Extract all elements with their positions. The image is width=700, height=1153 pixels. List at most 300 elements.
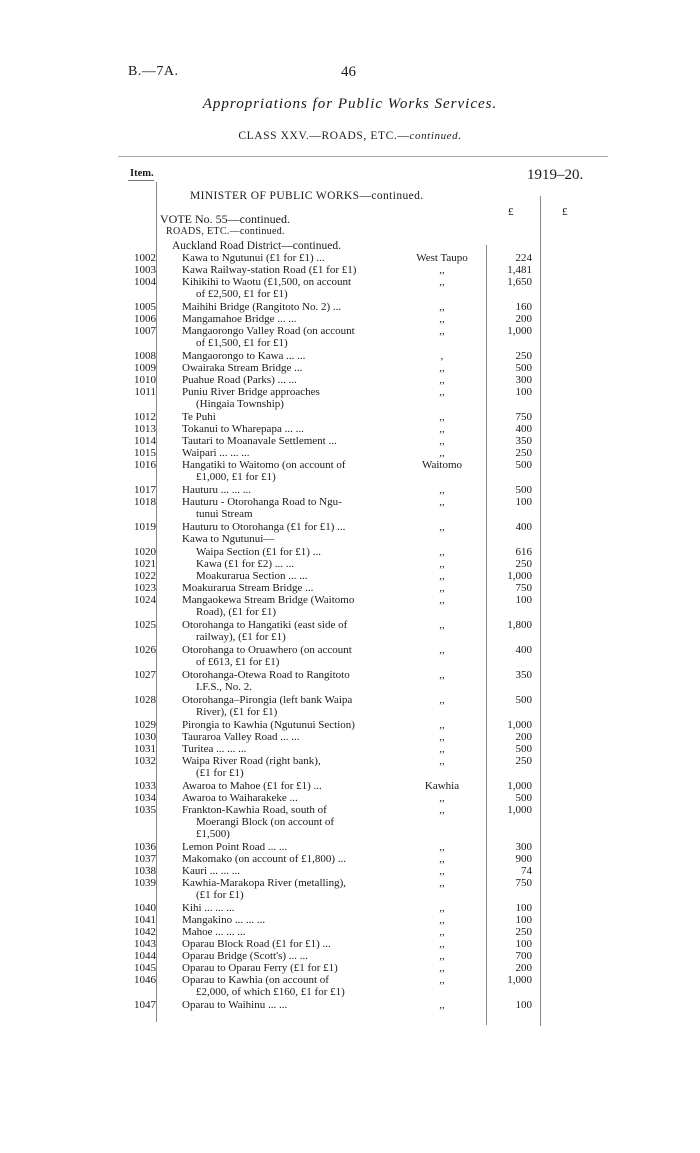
table-row bbox=[0, 350, 700, 362]
item-column-header: Item. bbox=[130, 168, 154, 179]
amount-value: 224 bbox=[515, 252, 532, 264]
amount-value: 750 bbox=[515, 582, 532, 594]
item-number: 1026 bbox=[134, 644, 156, 656]
item-number: 1019 bbox=[134, 521, 156, 533]
item-description bbox=[182, 719, 410, 731]
table-row bbox=[0, 264, 700, 276]
description-line: Tautari to Moanavale Settlement ... bbox=[182, 435, 337, 447]
amount-value: 1,000 bbox=[507, 780, 532, 792]
description-line: Mangaorongo Valley Road (on account bbox=[182, 325, 355, 337]
item-description bbox=[182, 731, 410, 743]
item-number: 1003 bbox=[134, 264, 156, 276]
description-line: Kihikihi to Waotu (£1,500, on account bbox=[182, 276, 352, 288]
amount-value: 160 bbox=[515, 301, 532, 313]
item-description bbox=[182, 276, 410, 300]
district-area: West Taupo bbox=[416, 252, 468, 264]
description-line: (£1 for £1) bbox=[196, 889, 244, 901]
item-description bbox=[182, 999, 410, 1011]
item-number: 1046 bbox=[134, 974, 156, 986]
description-line: Moakurarua Stream Bridge ... bbox=[182, 582, 314, 594]
item-description bbox=[182, 374, 410, 386]
table-row bbox=[0, 792, 700, 804]
table-row bbox=[0, 962, 700, 974]
district-area: ,, bbox=[439, 877, 445, 889]
item-number: 1044 bbox=[134, 950, 156, 962]
item-number: 1023 bbox=[134, 582, 156, 594]
table-row bbox=[0, 447, 700, 459]
table-row bbox=[0, 423, 700, 435]
amount-value: 1,481 bbox=[507, 264, 532, 276]
description-line: railway), (£1 for £1) bbox=[196, 631, 286, 643]
description-line: Awaroa to Waiharakeke ... bbox=[182, 792, 298, 804]
district-area: ,, bbox=[439, 669, 445, 681]
description-line: Oparau Bridge (Scott's) ... ... bbox=[182, 950, 309, 962]
description-line: £1,000, £1 for £1) bbox=[196, 471, 276, 483]
description-line: Makomako (on account of £1,800) ... bbox=[182, 853, 347, 865]
district-area: ,, bbox=[439, 313, 445, 325]
class-heading-continued: continued. bbox=[409, 130, 462, 142]
item-number: 1015 bbox=[134, 447, 156, 459]
amount-value: 250 bbox=[515, 558, 532, 570]
item-description bbox=[182, 350, 410, 362]
description-line: Otorohanga-Otewa Road to Rangitoto bbox=[182, 669, 350, 681]
description-line: Moerangi Block (on account of bbox=[196, 816, 335, 828]
district-area: ,, bbox=[439, 999, 445, 1011]
description-line: of £2,500, £1 for £1) bbox=[196, 288, 288, 300]
item-description bbox=[182, 644, 410, 668]
item-description bbox=[182, 484, 410, 496]
amount-value: 400 bbox=[515, 423, 532, 435]
amount-value: 400 bbox=[515, 644, 532, 656]
amount-value: 1,000 bbox=[507, 719, 532, 731]
table-row bbox=[0, 694, 700, 719]
item-description bbox=[182, 313, 410, 325]
item-description bbox=[182, 853, 410, 865]
amount-value: 1,000 bbox=[507, 570, 532, 582]
table-row bbox=[0, 619, 700, 644]
amount-value: 200 bbox=[515, 962, 532, 974]
item-description bbox=[182, 447, 410, 459]
description-line: Mangamahoe Bridge ... ... bbox=[182, 313, 297, 325]
item-number: 1009 bbox=[134, 362, 156, 374]
table-row bbox=[0, 804, 700, 841]
item-description bbox=[182, 521, 410, 545]
item-number: 1014 bbox=[134, 435, 156, 447]
item-description bbox=[182, 780, 410, 792]
description-line: Kawhia-Marakopa River (metalling), bbox=[182, 877, 347, 889]
description-line: Tokanui to Wharepapa ... ... bbox=[182, 423, 304, 435]
description-line: Mahoe ... ... ... bbox=[182, 926, 246, 938]
description-line: tunui Stream bbox=[196, 508, 253, 520]
roads-heading: ROADS, ETC.—continued. bbox=[166, 226, 285, 237]
district-area: ,, bbox=[439, 619, 445, 631]
district-area: ,, bbox=[439, 731, 445, 743]
item-description bbox=[182, 694, 410, 718]
amount-value: 100 bbox=[515, 902, 532, 914]
district-area: ,, bbox=[439, 325, 445, 337]
item-description bbox=[182, 950, 410, 962]
amount-value: 500 bbox=[515, 792, 532, 804]
item-number: 1038 bbox=[134, 865, 156, 877]
description-line: Kawa Railway-station Road (£1 for £1) bbox=[182, 264, 357, 276]
amount-value: 750 bbox=[515, 877, 532, 889]
table-row bbox=[0, 546, 700, 558]
amount-value: 200 bbox=[515, 731, 532, 743]
district-area: ,, bbox=[439, 301, 445, 313]
class-heading bbox=[0, 130, 700, 142]
table-row bbox=[0, 974, 700, 999]
ministry-heading: MINISTER OF PUBLIC WORKS—continued. bbox=[190, 190, 424, 202]
description-line: Hangatiki to Waitomo (on account of bbox=[182, 459, 346, 471]
description-line: (Hingaia Township) bbox=[196, 398, 284, 410]
description-line: Hauturu to Otorohanga (£1 for £1) ... bbox=[182, 521, 346, 533]
item-number: 1024 bbox=[134, 594, 156, 606]
amount-value: 300 bbox=[515, 374, 532, 386]
amount-value: 350 bbox=[515, 669, 532, 681]
item-number: 1030 bbox=[134, 731, 156, 743]
table-row bbox=[0, 252, 700, 264]
district-area: ,, bbox=[439, 435, 445, 447]
district-area: ,, bbox=[439, 594, 445, 606]
item-number: 1022 bbox=[134, 570, 156, 582]
item-description bbox=[182, 301, 410, 313]
description-line: Oparau to Kawhia (on account of bbox=[182, 974, 329, 986]
district-area: , bbox=[440, 350, 444, 362]
district-area: ,, bbox=[439, 938, 445, 950]
description-line: Frankton-Kawhia Road, south of bbox=[182, 804, 327, 816]
item-description bbox=[182, 877, 410, 901]
report-reference: B.—7A. bbox=[128, 64, 179, 79]
table-row bbox=[0, 276, 700, 301]
description-line: Otorohanga to Hangatiki (east side of bbox=[182, 619, 348, 631]
amount-value: 100 bbox=[515, 938, 532, 950]
table-row bbox=[0, 719, 700, 731]
item-number: 1035 bbox=[134, 804, 156, 816]
item-number: 1010 bbox=[134, 374, 156, 386]
description-line: Otorohanga to Oruawhero (on account bbox=[182, 644, 352, 656]
district-area: ,, bbox=[439, 974, 445, 986]
amount-value: 700 bbox=[515, 950, 532, 962]
item-description bbox=[182, 411, 410, 423]
item-number: 1002 bbox=[134, 252, 156, 264]
description-line: Owairaka Stream Bridge ... bbox=[182, 362, 303, 374]
amount-value: 1,000 bbox=[507, 974, 532, 986]
item-number: 1043 bbox=[134, 938, 156, 950]
district-area: ,, bbox=[439, 841, 445, 853]
district-area: Waitomo bbox=[421, 459, 463, 471]
item-description bbox=[182, 804, 410, 840]
item-number: 1013 bbox=[134, 423, 156, 435]
table-row bbox=[0, 644, 700, 669]
description-line: Kihi ... ... ... bbox=[182, 902, 235, 914]
item-header-underline bbox=[128, 180, 154, 181]
table-row bbox=[0, 669, 700, 694]
district-area: ,, bbox=[439, 792, 445, 804]
year-column-header: 1919–20. bbox=[527, 167, 584, 183]
description-line: of £1,500, £1 for £1) bbox=[196, 337, 288, 349]
table-row bbox=[0, 435, 700, 447]
table-row bbox=[0, 950, 700, 962]
description-line: £1,500) bbox=[196, 828, 230, 840]
item-description bbox=[182, 435, 410, 447]
amount-value: 250 bbox=[515, 447, 532, 459]
header-rule bbox=[118, 156, 608, 157]
district-area: ,, bbox=[439, 755, 445, 767]
item-number: 1006 bbox=[134, 313, 156, 325]
district-area: ,, bbox=[439, 853, 445, 865]
item-description bbox=[182, 926, 410, 938]
item-number: 1031 bbox=[134, 743, 156, 755]
item-number: 1011 bbox=[134, 386, 156, 398]
description-line: Puniu River Bridge approaches bbox=[182, 386, 320, 398]
district-area: ,, bbox=[439, 902, 445, 914]
item-number: 1033 bbox=[134, 780, 156, 792]
district-area: Kawhia bbox=[424, 780, 460, 792]
table-row bbox=[0, 743, 700, 755]
amount-value: 1,650 bbox=[507, 276, 532, 288]
amount-value: 500 bbox=[515, 362, 532, 374]
item-description bbox=[182, 252, 410, 264]
item-number: 1027 bbox=[134, 669, 156, 681]
item-description bbox=[182, 496, 410, 520]
description-line: Awaroa to Mahoe (£1 for £1) ... bbox=[182, 780, 322, 792]
description-line: Oparau to Oparau Ferry (£1 for £1) bbox=[182, 962, 338, 974]
district-area: ,, bbox=[439, 865, 445, 877]
item-description bbox=[182, 619, 410, 643]
table-row bbox=[0, 301, 700, 313]
description-line: Mangaorongo to Kawa ... ... bbox=[182, 350, 306, 362]
amount-value: 100 bbox=[515, 496, 532, 508]
table-row bbox=[0, 755, 700, 780]
district-area: ,, bbox=[439, 558, 445, 570]
table-row bbox=[0, 484, 700, 496]
table-row bbox=[0, 594, 700, 619]
item-number: 1040 bbox=[134, 902, 156, 914]
item-number: 1021 bbox=[134, 558, 156, 570]
item-description bbox=[182, 792, 410, 804]
pound-symbol-1: £ bbox=[508, 206, 514, 218]
description-line: Moakurarua Section ... ... bbox=[196, 570, 308, 582]
description-line: Kawa (£1 for £2) ... ... bbox=[196, 558, 295, 570]
district-area: ,, bbox=[439, 362, 445, 374]
district-area: ,, bbox=[439, 694, 445, 706]
item-description bbox=[182, 362, 410, 374]
amount-value: 100 bbox=[515, 914, 532, 926]
vote-heading: VOTE No. 55—continued. bbox=[160, 212, 290, 226]
district-area: ,, bbox=[439, 546, 445, 558]
amount-value: 500 bbox=[515, 459, 532, 471]
district-area: ,, bbox=[439, 582, 445, 594]
item-description bbox=[196, 546, 410, 558]
description-line: Oparau to Waihinu ... ... bbox=[182, 999, 288, 1011]
item-description bbox=[182, 325, 410, 349]
class-heading-main: CLASS XXV.—ROADS, ETC.— bbox=[238, 130, 410, 142]
description-line: Pirongia to Kawhia (Ngutunui Section) bbox=[182, 719, 355, 731]
table-row bbox=[0, 914, 700, 926]
description-line: Kawa to Ngutunui— bbox=[182, 533, 275, 545]
item-description bbox=[182, 914, 410, 926]
item-number: 1032 bbox=[134, 755, 156, 767]
district-area: ,, bbox=[439, 719, 445, 731]
item-number: 1037 bbox=[134, 853, 156, 865]
district-area: ,, bbox=[439, 644, 445, 656]
table-row bbox=[0, 570, 700, 582]
page-title: Appropriations for Public Works Services. bbox=[202, 96, 498, 112]
item-number: 1020 bbox=[134, 546, 156, 558]
description-line: I.F.S., No. 2. bbox=[196, 681, 252, 693]
table-row bbox=[0, 521, 700, 546]
amount-value: 400 bbox=[515, 521, 532, 533]
table-row bbox=[0, 780, 700, 792]
description-line: Kawa to Ngutunui (£1 for £1) ... bbox=[182, 252, 325, 264]
district-area: ,, bbox=[439, 386, 445, 398]
table-row bbox=[0, 841, 700, 853]
district-area: ,, bbox=[439, 411, 445, 423]
amount-value: 74 bbox=[521, 865, 532, 877]
item-number: 1047 bbox=[134, 999, 156, 1011]
amount-value: 100 bbox=[515, 999, 532, 1011]
district-area: ,, bbox=[439, 496, 445, 508]
item-description bbox=[182, 582, 410, 594]
description-line: Maihihi Bridge (Rangitoto No. 2) ... bbox=[182, 301, 342, 313]
item-description bbox=[182, 974, 410, 998]
amount-value: 900 bbox=[515, 853, 532, 865]
item-description bbox=[196, 570, 410, 582]
table-row bbox=[0, 313, 700, 325]
item-description bbox=[182, 594, 410, 618]
amount-value: 1,000 bbox=[507, 804, 532, 816]
item-number: 1042 bbox=[134, 926, 156, 938]
description-line: Tauraroa Valley Road ... ... bbox=[182, 731, 300, 743]
table-row bbox=[0, 459, 700, 484]
table-row bbox=[0, 731, 700, 743]
amount-value: 100 bbox=[515, 594, 532, 606]
item-description bbox=[182, 386, 410, 410]
description-line: Hauturu ... ... ... bbox=[182, 484, 252, 496]
amount-value: 100 bbox=[515, 386, 532, 398]
district-area: ,, bbox=[439, 962, 445, 974]
description-line: Otorohanga–Pirongia (left bank Waipa bbox=[182, 694, 353, 706]
page-number: 46 bbox=[341, 64, 356, 80]
description-line: Road), (£1 for £1) bbox=[196, 606, 277, 618]
description-line: Te Puhi bbox=[182, 411, 216, 423]
item-number: 1045 bbox=[134, 962, 156, 974]
item-number: 1005 bbox=[134, 301, 156, 313]
district-heading: Auckland Road District—continued. bbox=[172, 240, 341, 252]
description-line: Mangakino ... ... ... bbox=[182, 914, 266, 926]
item-number: 1036 bbox=[134, 841, 156, 853]
item-description bbox=[182, 865, 410, 877]
district-area: ,, bbox=[439, 743, 445, 755]
item-description bbox=[182, 755, 410, 779]
table-row bbox=[0, 411, 700, 423]
description-line: of £613, £1 for £1) bbox=[196, 656, 280, 668]
description-line: Mangaokewa Stream Bridge (Waitomo bbox=[182, 594, 355, 606]
table-row bbox=[0, 999, 700, 1011]
item-description bbox=[182, 669, 410, 693]
amount-value: 200 bbox=[515, 313, 532, 325]
item-description bbox=[182, 902, 410, 914]
table-row bbox=[0, 877, 700, 902]
item-description bbox=[182, 841, 410, 853]
amount-value: 350 bbox=[515, 435, 532, 447]
item-description bbox=[182, 962, 410, 974]
amount-value: 1,000 bbox=[507, 325, 532, 337]
table-row bbox=[0, 853, 700, 865]
table-row bbox=[0, 362, 700, 374]
amount-value: 750 bbox=[515, 411, 532, 423]
item-description bbox=[182, 459, 410, 483]
table-row bbox=[0, 558, 700, 570]
district-area: ,, bbox=[439, 423, 445, 435]
description-line: Hauturu - Otorohanga Road to Ngu- bbox=[182, 496, 342, 508]
description-line: Oparau Block Road (£1 for £1) ... bbox=[182, 938, 331, 950]
item-number: 1018 bbox=[134, 496, 156, 508]
item-description bbox=[182, 423, 410, 435]
district-area: ,, bbox=[439, 484, 445, 496]
district-area: ,, bbox=[439, 276, 445, 288]
item-number: 1008 bbox=[134, 350, 156, 362]
amount-value: 1,800 bbox=[507, 619, 532, 631]
table-row bbox=[0, 938, 700, 950]
description-line: Waipa River Road (right bank), bbox=[182, 755, 321, 767]
description-line: Puahue Road (Parks) ... ... bbox=[182, 374, 297, 386]
amount-value: 250 bbox=[515, 926, 532, 938]
item-number: 1017 bbox=[134, 484, 156, 496]
amount-value: 500 bbox=[515, 743, 532, 755]
table-row bbox=[0, 865, 700, 877]
district-area: ,, bbox=[439, 264, 445, 276]
amount-value: 500 bbox=[515, 484, 532, 496]
district-area: ,, bbox=[439, 447, 445, 459]
district-area: ,, bbox=[439, 914, 445, 926]
description-line: Turitea ... ... ... bbox=[182, 743, 247, 755]
description-line: Lemon Point Road ... ... bbox=[182, 841, 288, 853]
amount-value: 300 bbox=[515, 841, 532, 853]
table-row bbox=[0, 902, 700, 914]
item-description bbox=[182, 264, 410, 276]
district-area: ,, bbox=[439, 950, 445, 962]
district-area: ,, bbox=[439, 374, 445, 386]
item-description bbox=[182, 743, 410, 755]
item-description bbox=[196, 558, 410, 570]
item-number: 1028 bbox=[134, 694, 156, 706]
table-row bbox=[0, 496, 700, 521]
amount-value: 500 bbox=[515, 694, 532, 706]
description-line: Waipa Section (£1 for £1) ... bbox=[196, 546, 321, 558]
item-number: 1041 bbox=[134, 914, 156, 926]
item-number: 1007 bbox=[134, 325, 156, 337]
item-number: 1004 bbox=[134, 276, 156, 288]
table-row bbox=[0, 926, 700, 938]
table-row bbox=[0, 582, 700, 594]
description-line: River), (£1 for £1) bbox=[196, 706, 278, 718]
table-row bbox=[0, 374, 700, 386]
amount-value: 616 bbox=[515, 546, 532, 558]
item-number: 1012 bbox=[134, 411, 156, 423]
item-number: 1025 bbox=[134, 619, 156, 631]
district-area: ,, bbox=[439, 804, 445, 816]
description-line: Waipari ... ... ... bbox=[182, 447, 250, 459]
item-number: 1034 bbox=[134, 792, 156, 804]
table-row bbox=[0, 386, 700, 411]
pound-symbol-2: £ bbox=[562, 206, 568, 218]
district-area: ,, bbox=[439, 570, 445, 582]
amount-value: 250 bbox=[515, 350, 532, 362]
district-area: ,, bbox=[439, 521, 445, 533]
item-number: 1016 bbox=[134, 459, 156, 471]
appropriation-rows bbox=[0, 252, 700, 1011]
